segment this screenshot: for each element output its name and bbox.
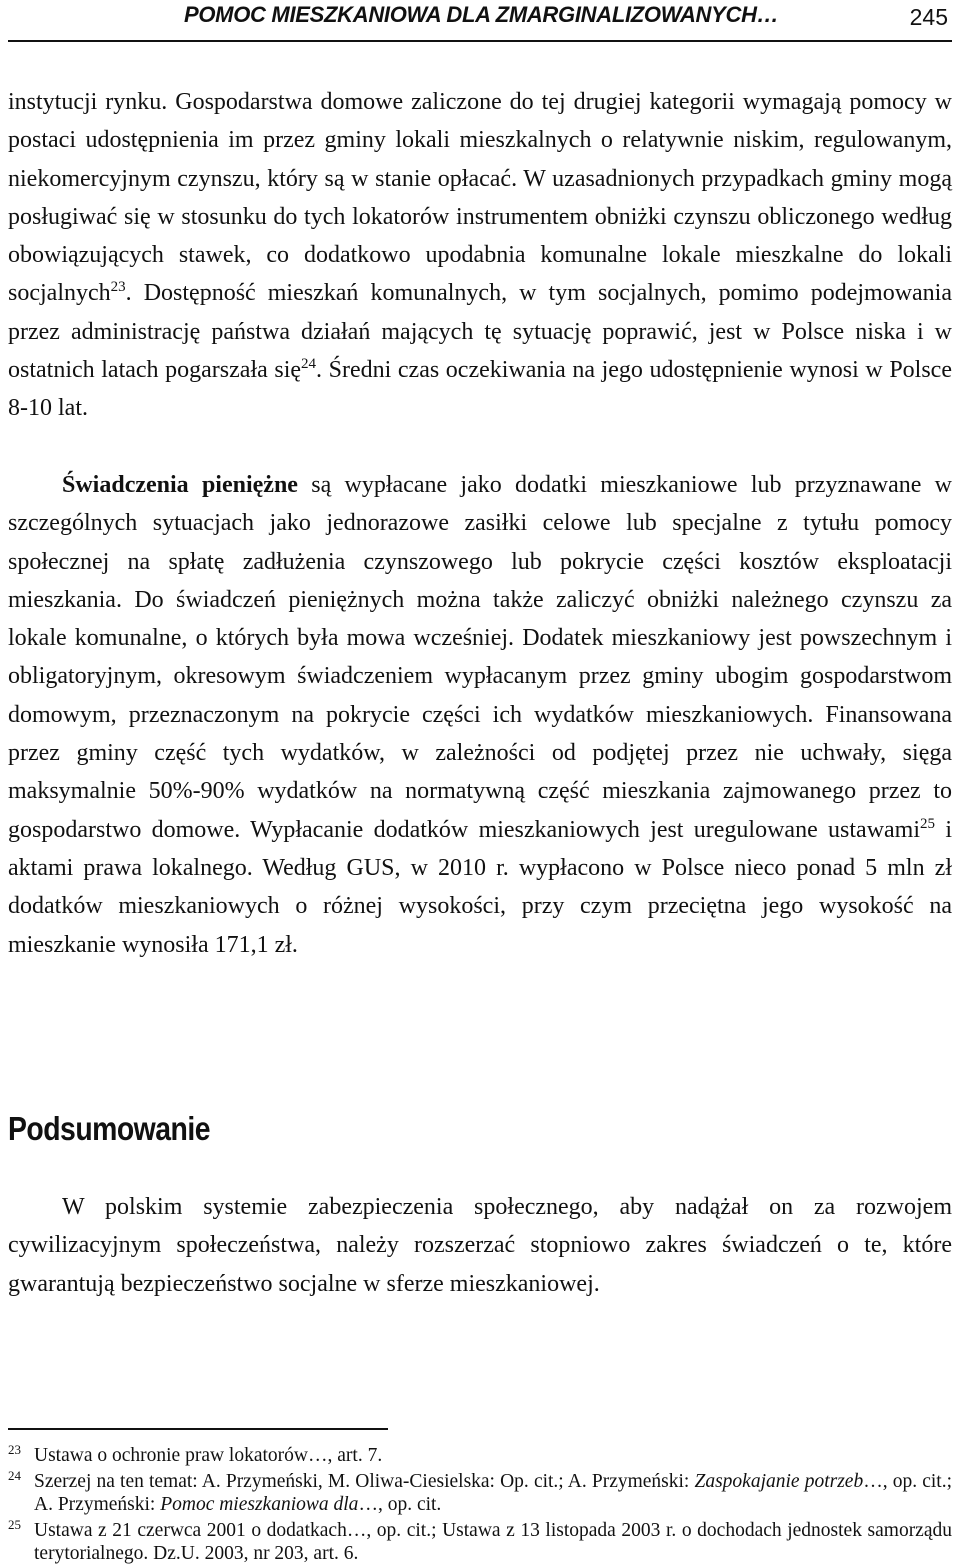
footnote-24 xyxy=(8,1467,952,1517)
paragraph-text: instytucji rynku. Gospodarstwa domowe zaliczone do tej drugiej kategorii wymagają pomocy w postaci udostępnienia im przez gminy lokali mieszkalnych o relatywnie niskim, regulowanym, niekomercyjnym czynszu, który są w stanie opłacać. W uzasadnionych przypadkach gminy mogą posługiwać się w stosunku do tych lokatorów instrumentem obniżki czynszu obliczonego według obowiązujących stawek, co dodatkowo upodabnia komunalne lokale mieszkalne do lokali socjalnych xyxy=(8,89,952,307)
footnote-text-part: …, op. cit. xyxy=(358,1494,442,1515)
footnote-ref-23[interactable]: 23 xyxy=(110,279,126,296)
footnote-text-part: Szerzej na ten temat: A. Przymeński, M. Oliwa-Ciesielska: Op. cit.; A. Przymeński: xyxy=(34,1470,695,1492)
footnote-23 xyxy=(8,1444,952,1468)
footnote-25 xyxy=(8,1516,952,1566)
paragraph-cash-benefits xyxy=(8,466,952,964)
footnote-text: Ustawa z 21 czerwca 2001 o dodatkach…, op. cit.; Ustawa z 13 listopada 2003 r. o dochodach jednostek samorządu terytorialnego. Dz.U. 2003, nr 203, art. 6. xyxy=(34,1519,952,1564)
cited-title: Pomoc mieszkaniowa dla xyxy=(160,1494,359,1515)
running-title: POMOC MIESZKANIOWA DLA ZMARGINALIZOWANYCH… xyxy=(184,2,779,27)
footnote-text: Ustawa o ochronie praw lokatorów…, art. 7. xyxy=(34,1445,383,1466)
summary-text: W polskim systemie zabezpieczenia społecznego, aby nadążał on za rozwojem cywilizacyjnym społeczeństwa, należy rozszerzać stopniowo zakres świadczeń o te, które gwarantują bezpieczeństwo socjalne w sferze mieszkaniowej. xyxy=(8,1194,952,1297)
paragraph-text: i aktami prawa lokalnego. Według GUS, w 2010 r. wypłacono w Polsce nieco ponad 5 mln zł dodatków mieszkaniowych o różnej wysokości, przy czym przeciętna jego wysokość na mieszkanie wynosiła 171,1 zł. xyxy=(8,816,952,958)
bold-term: Świadczenia pieniężne xyxy=(62,472,298,498)
footnotes xyxy=(8,1444,952,1566)
footnote-number: 24 xyxy=(8,1467,21,1483)
page-number: 245 xyxy=(909,4,948,30)
paragraph-summary xyxy=(8,1188,952,1303)
footnote-text xyxy=(34,1470,952,1517)
paragraph-text: . Dostępność mieszkań komunalnych, w tym socjalnych, pomimo podejmowania przez administrację państwa działań mających tę sytuację poprawić, jest w Polsce niska i w ostatnich latach pogarszała się xyxy=(8,280,952,384)
footnote-number: 23 xyxy=(8,1442,21,1457)
footnote-ref-25[interactable]: 25 xyxy=(920,815,936,832)
footnote-number: 25 xyxy=(8,1516,21,1532)
footnote-divider xyxy=(8,1428,388,1430)
cited-title: Zaspokajanie potrzeb xyxy=(694,1470,864,1492)
footnote-text-part: …, op. cit.; A. Przymeński: xyxy=(34,1470,952,1515)
paragraph-text: . Średni czas oczekiwania na jego udostępnienie wynosi w Polsce 8-10 lat. xyxy=(8,357,952,422)
paragraph-text: są wypłacane jako dodatki mieszkaniowe lub przyznawane w szczególnych sytuacjach jako jednorazowe zasiłki celowe lub specjalne z tytułu pomocy społecznej na spłatę zadłużenia czynszowego lub pokrycie części kosztów eksploatacji mieszkania. Do świadczeń pieniężnych można także zaliczyć obniżki należnego czynszu za lokale komunalne, o których była mowa wcześniej. Dodatek mieszkaniowy jest powszechnym i obligatoryjnym, okresowym świadczeniem wypłacanym przez gminy ubogim gospodarstwom domowym, przeznaczonym na pokrycie części ich wydatków mieszkaniowych. Finansowana przez gminy część tych wydatków, w zależności od podjętej przez nie uchwały, sięga maksymalnie 50%-90% wydatków na normatywną część mieszkania zajmowanego przez to gospodarstwo domowe. Wypłacanie dodatków mieszkaniowych jest uregulowane ustawami xyxy=(8,472,953,843)
section-heading: Podsumowanie xyxy=(8,1110,210,1147)
running-header xyxy=(8,0,952,42)
paragraph-housing-institutions xyxy=(8,83,952,428)
footnote-ref-24[interactable]: 24 xyxy=(301,356,317,373)
